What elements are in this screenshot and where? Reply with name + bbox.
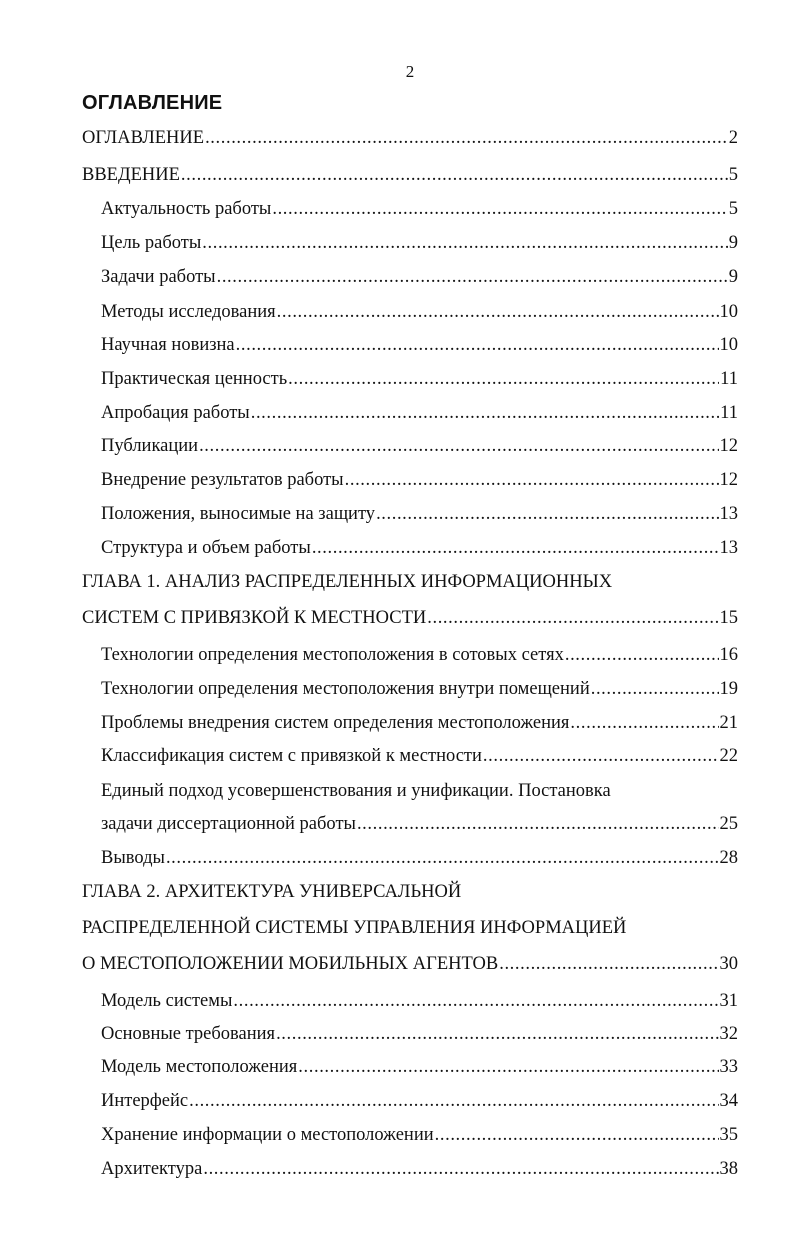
toc-entry[interactable] bbox=[101, 814, 738, 848]
toc-entry-title: Научная новизна bbox=[101, 335, 235, 355]
toc-entry-page: 12 bbox=[719, 470, 738, 490]
toc-entry-title: О МЕСТОПОЛОЖЕНИИ МОБИЛЬНЫХ АГЕНТОВ bbox=[82, 954, 499, 974]
toc-entry-title: Архитектура bbox=[101, 1159, 203, 1179]
toc-entry[interactable] bbox=[101, 538, 738, 572]
toc-entry-page: 32 bbox=[719, 1024, 738, 1044]
toc-entry[interactable] bbox=[101, 1057, 738, 1091]
toc-entry-title: Классификация систем с привязкой к местности bbox=[101, 746, 482, 766]
toc-entry-title: Проблемы внедрения систем определения местоположения bbox=[101, 713, 570, 733]
toc-entry-page: 13 bbox=[719, 504, 738, 524]
toc-entry[interactable] bbox=[82, 954, 738, 988]
toc-entry-page: 10 bbox=[719, 335, 738, 355]
toc-entry[interactable] bbox=[101, 504, 738, 538]
toc-entry-title: Методы исследования bbox=[101, 302, 276, 322]
toc-entry-page: 30 bbox=[719, 954, 738, 974]
toc-entry[interactable] bbox=[101, 199, 738, 233]
toc-entry-page: 31 bbox=[719, 991, 738, 1011]
toc-entry-page: 13 bbox=[719, 538, 738, 558]
toc-entry-page: 34 bbox=[719, 1091, 738, 1111]
toc-entry[interactable] bbox=[82, 608, 738, 642]
toc-entry-title: ВВЕДЕНИЕ bbox=[82, 165, 180, 185]
toc-entry-page: 21 bbox=[719, 713, 738, 733]
toc-entry-page: 15 bbox=[719, 608, 738, 628]
toc-entry[interactable] bbox=[101, 1159, 738, 1193]
toc-entry-page: 11 bbox=[720, 369, 738, 389]
page-number: 2 bbox=[405, 62, 415, 81]
toc-entry[interactable] bbox=[101, 1091, 738, 1125]
toc-entry-title: Актуальность работы bbox=[101, 199, 272, 219]
toc-entry-page: 12 bbox=[719, 436, 738, 456]
toc-entry[interactable] bbox=[101, 436, 738, 470]
toc-entry[interactable] bbox=[82, 165, 738, 199]
chapter-1-title-line: ГЛАВА 1. АНАЛИЗ РАСПРЕДЕЛЕННЫХ ИНФОРМАЦИОННЫХ bbox=[82, 572, 613, 592]
toc-entry-title: ОГЛАВЛЕНИЕ bbox=[82, 128, 205, 148]
toc-entry[interactable] bbox=[101, 302, 738, 336]
toc-entry[interactable] bbox=[82, 128, 738, 162]
toc-entry[interactable] bbox=[101, 679, 738, 713]
toc-entry-title: Основные требования bbox=[101, 1024, 276, 1044]
chapter-2-title-line: ГЛАВА 2. АРХИТЕКТУРА УНИВЕРСАЛЬНОЙ bbox=[82, 882, 462, 902]
toc-entry-title: Технологии определения местоположения внутри помещений bbox=[101, 679, 590, 699]
toc-entry-title: СИСТЕМ С ПРИВЯЗКОЙ К МЕСТНОСТИ bbox=[82, 608, 427, 628]
toc-heading: ОГЛАВЛЕНИЕ bbox=[82, 92, 223, 114]
toc-entry-title: Апробация работы bbox=[101, 403, 250, 423]
toc-entry-title: Публикации bbox=[101, 436, 199, 456]
toc-entry[interactable] bbox=[101, 369, 738, 403]
toc-entry-page: 5 bbox=[728, 199, 738, 219]
toc-entry[interactable] bbox=[101, 335, 738, 369]
toc-entry[interactable] bbox=[101, 991, 738, 1025]
toc-entry-title: Технологии определения местоположения в сотовых сетях bbox=[101, 645, 564, 665]
toc-entry-page: 22 bbox=[719, 746, 738, 766]
toc-entry-page: 28 bbox=[719, 848, 738, 868]
toc-entry[interactable] bbox=[101, 746, 738, 780]
toc-entry-page: 10 bbox=[719, 302, 738, 322]
chapter-2-title-line: РАСПРЕДЕЛЕННОЙ СИСТЕМЫ УПРАВЛЕНИЯ ИНФОРМАЦИЕЙ bbox=[82, 918, 627, 938]
toc-entry-page: 16 bbox=[719, 645, 738, 665]
section-title-line: Единый подход усовершенствования и унификации. Постановка bbox=[101, 781, 611, 801]
toc-entry-page: 2 bbox=[728, 128, 738, 148]
toc-entry[interactable] bbox=[101, 848, 738, 882]
toc-entry[interactable] bbox=[101, 713, 738, 747]
toc-entry[interactable] bbox=[101, 1125, 738, 1159]
toc-entry-page: 19 bbox=[719, 679, 738, 699]
toc-entry-page: 5 bbox=[728, 165, 738, 185]
toc-entry-title: Модель местоположения bbox=[101, 1057, 298, 1077]
toc-entry-page: 25 bbox=[719, 814, 738, 834]
toc-entry-title: Модель системы bbox=[101, 991, 233, 1011]
toc-entry-page: 35 bbox=[719, 1125, 738, 1145]
toc-entry-page: 33 bbox=[719, 1057, 738, 1077]
toc-entry[interactable] bbox=[101, 1024, 738, 1058]
toc-entry-title: Хранение информации о местоположении bbox=[101, 1125, 434, 1145]
toc-entry[interactable] bbox=[101, 645, 738, 679]
toc-entry-title: Интерфейс bbox=[101, 1091, 189, 1111]
toc-entry[interactable] bbox=[101, 233, 738, 267]
toc-entry-page: 9 bbox=[728, 233, 738, 253]
toc-entry-title: Внедрение результатов работы bbox=[101, 470, 344, 490]
toc-entry-title: задачи диссертационной работы bbox=[101, 814, 356, 834]
toc-entry-page: 9 bbox=[728, 267, 738, 287]
toc-entry-page: 11 bbox=[720, 403, 738, 423]
toc-entry-title: Выводы bbox=[101, 848, 165, 868]
toc-entry-title: Цель работы bbox=[101, 233, 202, 253]
toc-entry[interactable] bbox=[101, 403, 738, 437]
toc-entry-title: Положения, выносимые на защиту bbox=[101, 504, 376, 524]
toc-entry[interactable] bbox=[101, 470, 738, 504]
toc-entry[interactable] bbox=[101, 267, 738, 301]
toc-entry-title: Практическая ценность bbox=[101, 369, 288, 389]
toc-entry-page: 38 bbox=[719, 1159, 738, 1179]
toc-entry-title: Структура и объем работы bbox=[101, 538, 311, 558]
toc-entry-title: Задачи работы bbox=[101, 267, 216, 287]
